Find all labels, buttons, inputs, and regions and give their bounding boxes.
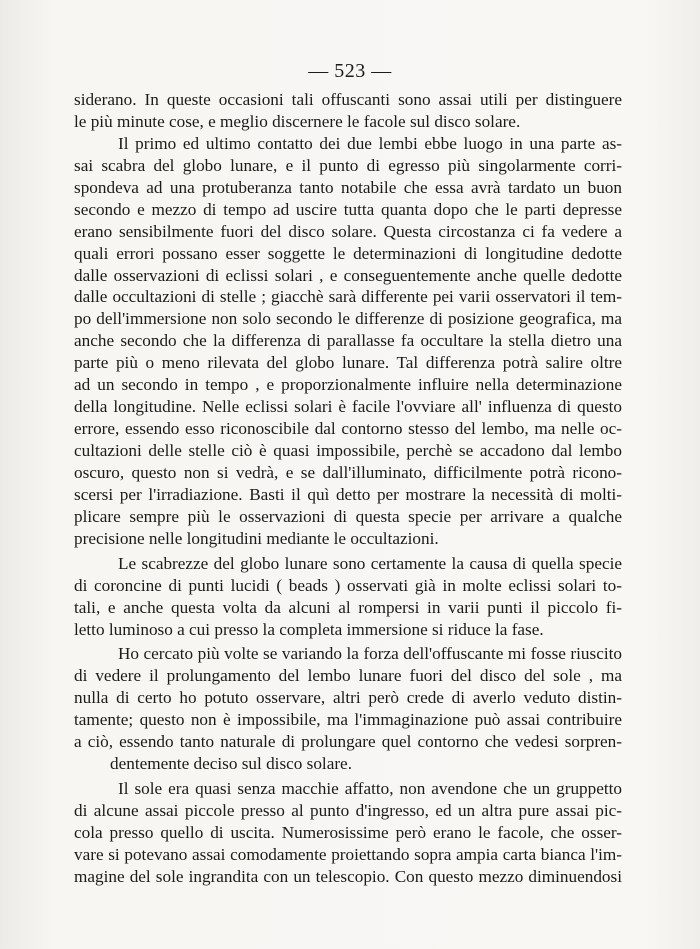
page-number: — 523 — [308, 60, 392, 82]
text-line: anche secondo che la differenza di parallasse fa occultare la stella dietro una [74, 331, 622, 351]
body-text [74, 89, 622, 888]
text-line: dentemente deciso sul disco solare. [110, 754, 352, 774]
text-line: siderano. In queste occasioni tali offuscanti sono assai utili per distinguere [74, 90, 622, 109]
text-line: le più minute cose, e meglio discernere le facole sul disco solare. [74, 111, 521, 131]
text-line: errore, essendo esso riconoscibile dal contorno stesso del lembo, ma nelle oc- [74, 419, 622, 439]
text-line: erano sensibilmente fuori del disco solare. Questa circostanza ci fa vedere a [74, 221, 622, 241]
text-line: tamente; questo non è impossibile, ma l'immaginazione può assai contribuire [74, 710, 622, 730]
text-line: quali errori possano esser soggette le determinazioni di longitudine dedotte [74, 243, 622, 263]
text-line: precisione nelle longitudini mediante le occultazioni. [74, 528, 439, 548]
text-line: scersi per l'irradiazione. Basti il quì detto per mostrare la necessità di molti- [74, 484, 622, 504]
text-line: plicare sempre più le osservazioni di questa specie per arrivare a qualche [74, 506, 622, 526]
text-line: magine del sole ingrandita con un telescopio. Con questo mezzo diminuendosi [74, 866, 622, 886]
paragraph-start-line: Il sole era quasi senza macchie affatto, non avendone che un gruppetto [118, 779, 622, 799]
text-line: spondeva ad una protuberanza tanto notabile che essa avrà tardato un buon [74, 177, 622, 197]
text-line: tali, e anche questa volta da alcuni al rompersi in varii punti il piccolo fi- [74, 597, 622, 617]
text-line: a ciò, essendo tanto naturale di prolungare quel contorno che vedesi sorpren- [74, 732, 622, 752]
text-line: vare si potevano assai comodamente proiettando sopra ampia carta bianca l'im- [74, 844, 622, 864]
text-line: cola presso quello di uscita. Numerosissime però erano le facole, che osser- [74, 822, 622, 842]
text-line: parte più o meno rilevata del globo lunare. Tal differenza potrà salire oltre [74, 353, 622, 373]
text-line: dalle osservazioni di eclissi solari , e conseguentemente anche quelle dedotte [74, 265, 622, 285]
text-line: di vedere il prolungamento del lembo lunare fuori del disco del sole , ma [74, 666, 622, 686]
text-line: della longitudine. Nelle eclissi solari è facile l'ovviare all' influenza di questo [74, 397, 622, 417]
text-line: sai scabra del globo lunare, e il punto di egresso più singolarmente corri- [74, 155, 622, 175]
text-line: letto luminoso a cui presso la completa immersione si riduce la fase. [74, 619, 544, 639]
text-line: ad un secondo in tempo , e proporzionalmente influire nella determinazione [74, 375, 622, 395]
text-line: dalle occultazioni di stelle ; giacchè sarà differente pei varii osservatori il tem- [74, 287, 622, 307]
text-line: nulla di certo ho potuto osservare, altri però crede di averlo veduto distin- [74, 688, 622, 708]
text-line: secondo e mezzo di tempo ad uscire tutta quanta dopo che le parti depresse [74, 199, 622, 219]
text-line: po dell'immersione non solo secondo le differenze di posizione geografica, ma [74, 309, 622, 329]
paragraph-start-line: Le scabrezze del globo lunare sono certamente la causa di quella specie [118, 553, 622, 573]
text-line: oscuro, questo non si vedrà, e se dall'illuminato, difficilmente potrà ricono- [74, 462, 622, 482]
text-line: cultazioni delle stelle ciò è quasi impossibile, perchè se accadono dal lembo [74, 441, 622, 460]
text-line: di coroncine di punti lucidi ( beads ) osservati già in molte eclissi solari to- [74, 575, 622, 595]
paragraph-start-line: Il primo ed ultimo contatto dei due lembi ebbe luogo in una parte as- [118, 133, 622, 153]
paragraph-start-line: Ho cercato più volte se variando la forza dell'offuscante mi fosse riuscito [118, 644, 622, 664]
text-line: di alcune assai piccole presso al punto d'ingresso, ed un altra pure assai pic- [74, 801, 622, 820]
